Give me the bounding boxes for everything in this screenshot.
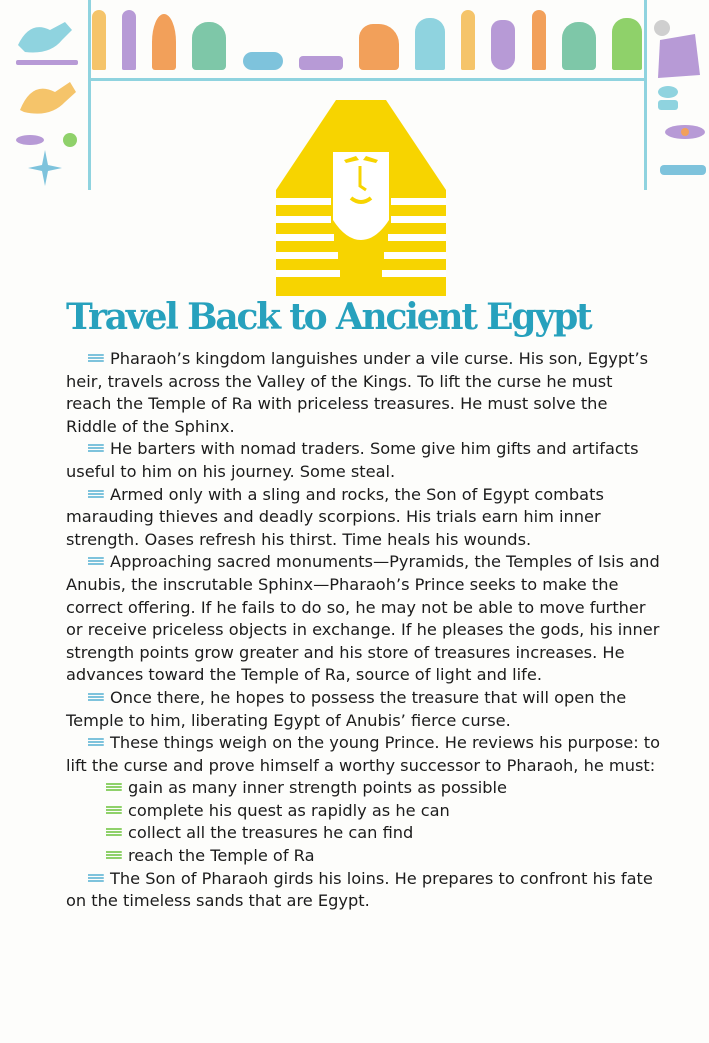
list-item: complete his quest as rapidly as he can (106, 800, 662, 823)
wave-icon (16, 60, 78, 65)
page-title: Travel Back to Ancient Egypt (66, 296, 591, 338)
arrow-bullet-icon (106, 851, 125, 859)
cobra-icon (415, 18, 445, 70)
lion-icon (359, 24, 399, 70)
sphinx-logo (276, 100, 446, 296)
frame-left-line (88, 0, 91, 190)
paragraph: Once there, he hopes to possess the treasure that will open the Temple to him, liberating Egypt of Anubis’ fierce curse. (66, 687, 627, 730)
hieroglyph-left-column (10, 0, 82, 194)
wave-icon (299, 56, 343, 70)
head-icon (654, 20, 670, 36)
hieroglyph-border (92, 0, 642, 78)
hieroglyph-right-art (650, 0, 708, 190)
cobra-icon (612, 18, 642, 70)
reed-icon (461, 10, 475, 70)
frame-right-line (644, 0, 647, 190)
goals-list (66, 777, 662, 867)
paragraph: He barters with nomad traders. Some give him gifts and artifacts useful to him on his journey. Some steal. (66, 439, 639, 481)
hieroglyph-right-column (650, 0, 708, 194)
closing-paragraph: The Son of Pharaoh girds his loins. He prepares to confront his fate on the timeless sands that are Egypt. (66, 868, 653, 911)
seated-figure-icon (192, 22, 226, 70)
paragraph: Pharaoh’s kingdom languishes under a vile curse. His son, Egypt’s heir, travels across the Valley of the Kings. To lift the curse he must reach the Temple of Ra with priceless treasures. He must solve the Riddle of the Sphinx. (66, 349, 649, 436)
vase-icon (491, 20, 515, 70)
arrow-bullet-icon (106, 828, 125, 836)
bread-icon (243, 52, 283, 70)
hare-icon (20, 82, 76, 114)
hare-icon (18, 22, 72, 53)
seated-figure-icon (658, 34, 700, 78)
list-item: collect all the treasures he can find (106, 822, 662, 845)
eye-icon (16, 135, 44, 145)
arrow-bullet-icon (88, 693, 107, 701)
list-item: reach the Temple of Ra (106, 845, 662, 868)
arrow-bullet-icon (88, 490, 107, 498)
seated-figure-icon (562, 22, 596, 70)
arrow-bullet-icon (88, 874, 107, 882)
arrow-bullet-icon (88, 444, 107, 452)
reed-icon (92, 10, 106, 70)
star-icon (28, 150, 62, 186)
paragraph: Approaching sacred monuments—Pyramids, the Temples of Isis and Anubis, the inscrutable Sphinx—Pharaoh’s Prince seeks to make the correct offering. If he fails to do so, he may not be able to move further or receive priceless objects in exchange. If he pleases the gods, his inner strength points grow greater and his store of treasures increases. He advances toward the Temple of Ra, source of light and life. (66, 552, 660, 685)
sun-disc-icon (63, 133, 77, 147)
arrow-bullet-icon (88, 354, 107, 362)
paragraph: Armed only with a sling and rocks, the Son of Egypt combats marauding thieves and deadly scorpions. His trials earn him inner strength. Oases refresh his thirst. Time heals his wounds. (66, 484, 604, 549)
reed-icon (122, 10, 136, 70)
vessel-icon (658, 86, 678, 98)
frame-top-line (90, 78, 646, 81)
arrow-bullet-icon (106, 806, 125, 814)
list-item: gain as many inner strength points as possible (106, 777, 662, 800)
arrow-bullet-icon (106, 783, 125, 791)
boat-icon (660, 165, 706, 175)
paragraph: These things weigh on the young Prince. He reviews his purpose: to lift the curse and prove himself a worthy successor to Pharaoh, he must: (66, 733, 661, 775)
hieroglyph-left-art (10, 0, 82, 190)
arrow-bullet-icon (88, 557, 107, 565)
arrow-bullet-icon (88, 738, 107, 746)
reed-icon (532, 10, 546, 70)
story-text (66, 348, 662, 913)
ankh-icon (152, 14, 176, 70)
